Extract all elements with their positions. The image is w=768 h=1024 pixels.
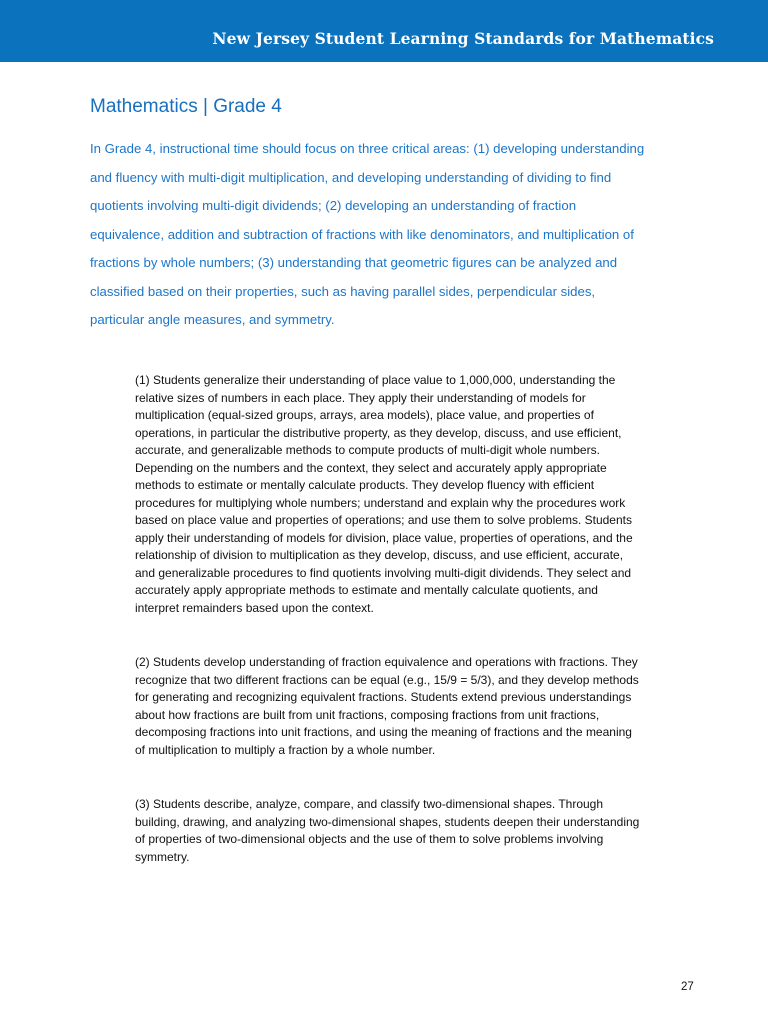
intro-paragraph: In Grade 4, instructional time should focus on three critical areas: (1) developing understanding and fluency with multi-digit multiplication, and developing understanding of dividing to find quotients involving multi-digit dividends; (2) developing an understanding of fraction equivalence, addition and subtraction of fractions with like denominators, and multiplication of fractions by whole numbers; (3) understanding that geometric figures can be analyzed and classified based on their properties, such as having parallel sides, perpendicular sides, particular angle measures, and symmetry.	[90, 141, 645, 327]
critical-area-3-paragraph: (3) Students describe, analyze, compare, and classify two-dimensional shapes. Through building, drawing, and analyzing two-dimensional shapes, students deepen their understanding of properties of two-dimensional objects and the use of them to solve problems involving symmetry.	[135, 797, 640, 864]
header-title: New Jersey Student Learning Standards for Mathematics	[212, 29, 714, 48]
critical-area-2-paragraph: (2) Students develop understanding of fraction equivalence and operations with fractions. They recognize that two different fractions can be equal (e.g., 15/9 = 5/3), and they develop methods for generating and recognizing equivalent fractions. Students extend previous understandings about how fractions are built from unit fractions, composing fractions from unit fractions, decomposing fractions into unit fractions, and using the meaning of fractions and the meaning of multiplication to multiply a fraction by a whole number.	[135, 655, 639, 757]
page-title: Mathematics | Grade 4	[90, 96, 282, 117]
header-band	[0, 0, 768, 62]
page-number: 27	[681, 981, 694, 993]
critical-area-1-paragraph: (1) Students generalize their understanding of place value to 1,000,000, understanding the relative sizes of numbers in each place. They apply their understanding of models for multiplication (equal-sized groups, arrays, area models), place value, and properties of operations, in particular the distributive property, as they develop, discuss, and use efficient, accurate, and generalizable methods to compute products of multi-digit whole numbers. Depending on the numbers and the context, they select and accurately apply appropriate methods to estimate or mentally calculate products. They develop fluency with efficient procedures for multiplying whole numbers; understand and explain why the procedures work based on place value and properties of operations; and use them to solve problems. Students apply their understanding of models for division, place value, properties of operations, and the relationship of division to multiplication as they develop, discuss, and use efficient, accurate, and generalizable procedures to find quotients involving multi-digit dividends. They select and accurately apply appropriate methods to estimate and mentally calculate quotients, and interpret remainders based upon the context.	[135, 373, 633, 615]
